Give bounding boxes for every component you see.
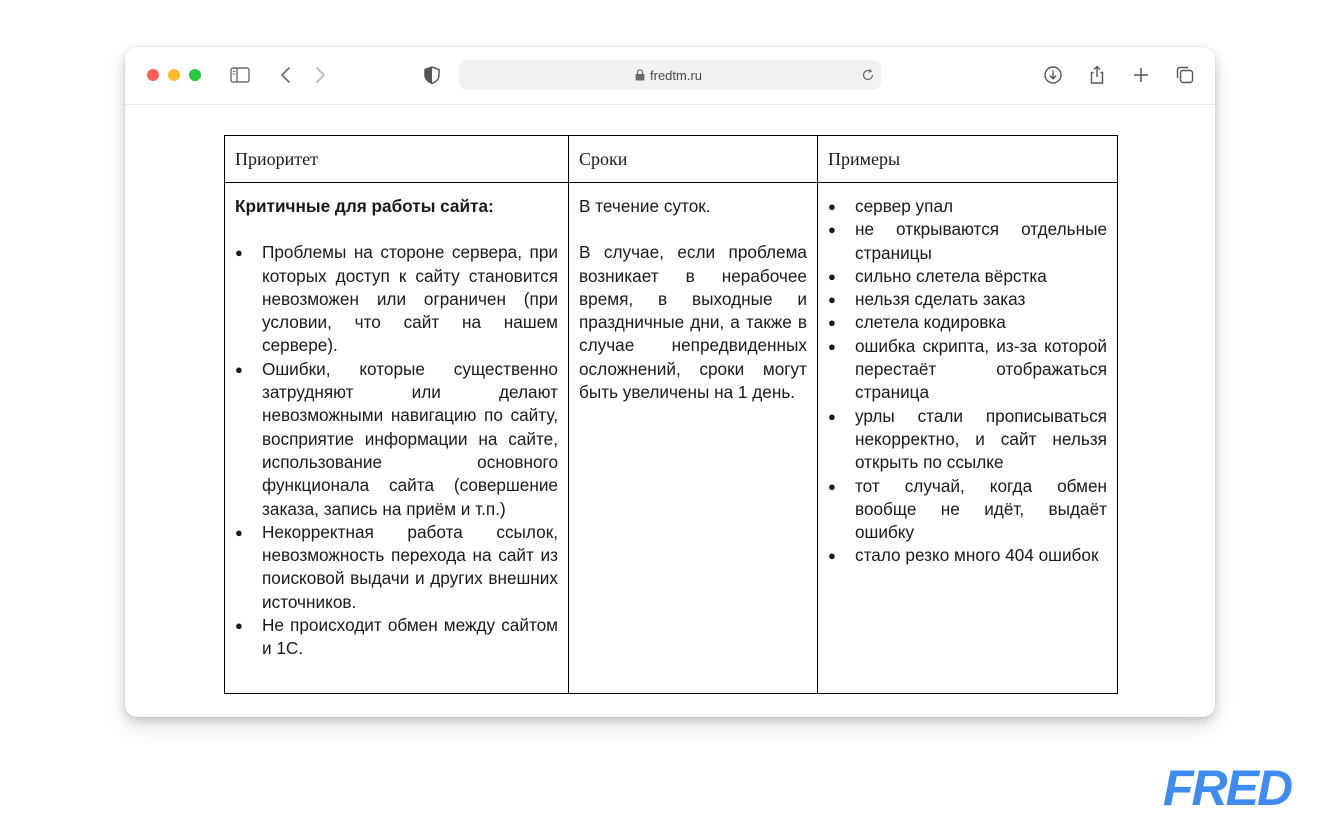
tabs-overview-icon[interactable] (1174, 64, 1196, 86)
list-item: ● тот случай, когда обмен вообще не идёт, выдаёт ошибку (855, 475, 1107, 545)
list-item: ● Проблемы на стороне сервера, при которых доступ к сайту становится невозможен или ограничен (при условии, что сайт на нашем сервере). (262, 241, 558, 357)
address-bar[interactable] (459, 60, 881, 90)
header-examples: Примеры (818, 136, 1118, 183)
list-item: ● урлы стали прописываться некорректно, и сайт нельзя открыть по ссылке (855, 405, 1107, 475)
browser-window (125, 47, 1215, 717)
priority-table (224, 135, 1118, 694)
list-item: ● сильно слетела вёрстка (855, 265, 1107, 288)
header-terms: Сроки (569, 136, 818, 183)
terms-second: В случае, если проблема возникает в нерабочее время, в выходные и праздничные дни, а также в случае непредвиденных осложнений, сроки могут быть увеличены на 1 день. (579, 242, 807, 403)
priority-list (235, 241, 558, 660)
url-text: fredtm.ru (650, 68, 703, 83)
minimize-window-button[interactable] (168, 69, 180, 81)
list-item: ● Не происходит обмен между сайтом и 1С. (262, 614, 558, 661)
list-item: ● сервер упал (855, 195, 1107, 218)
list-item: ● слетела кодировка (855, 311, 1107, 334)
list-item: ● нельзя сделать заказ (855, 288, 1107, 311)
list-item: ● Некорректная работа ссылок, невозможность перехода на сайт из поисковой выдачи и других внешних источников. (262, 521, 558, 614)
terms-first: В течение суток. (579, 196, 711, 216)
reload-icon[interactable] (861, 68, 875, 82)
close-window-button[interactable] (147, 69, 159, 81)
table-row (225, 183, 1118, 694)
lock-icon (635, 69, 645, 81)
terms-cell (569, 183, 818, 694)
maximize-window-button[interactable] (189, 69, 201, 81)
sidebar-icon[interactable] (229, 64, 251, 86)
list-item: ● ошибка скрипта, из-за которой перестаёт отображаться страница (855, 335, 1107, 405)
share-icon[interactable] (1086, 64, 1108, 86)
shield-icon[interactable] (421, 64, 443, 86)
header-priority: Приоритет (225, 136, 569, 183)
forward-icon[interactable] (309, 64, 331, 86)
back-icon[interactable] (275, 64, 297, 86)
fred-logo: FRED (1163, 760, 1292, 816)
priority-title: Критичные для работы сайта: (235, 196, 494, 216)
examples-list (828, 195, 1107, 568)
list-item: ● не открываются отдельные страницы (855, 218, 1107, 265)
list-item: ● стало резко много 404 ошибок (855, 544, 1107, 567)
table-header-row (225, 136, 1118, 183)
priority-cell (225, 183, 569, 694)
examples-cell (818, 183, 1118, 694)
list-item: ● Ошибки, которые существенно затрудняют или делают невозможными навигацию по сайту, восприятие информации на сайте, использование основного функционала сайта (совершение заказа, запись на приём и т.п.) (262, 358, 558, 521)
browser-toolbar (125, 47, 1215, 105)
new-tab-icon[interactable] (1130, 64, 1152, 86)
download-icon[interactable] (1042, 64, 1064, 86)
